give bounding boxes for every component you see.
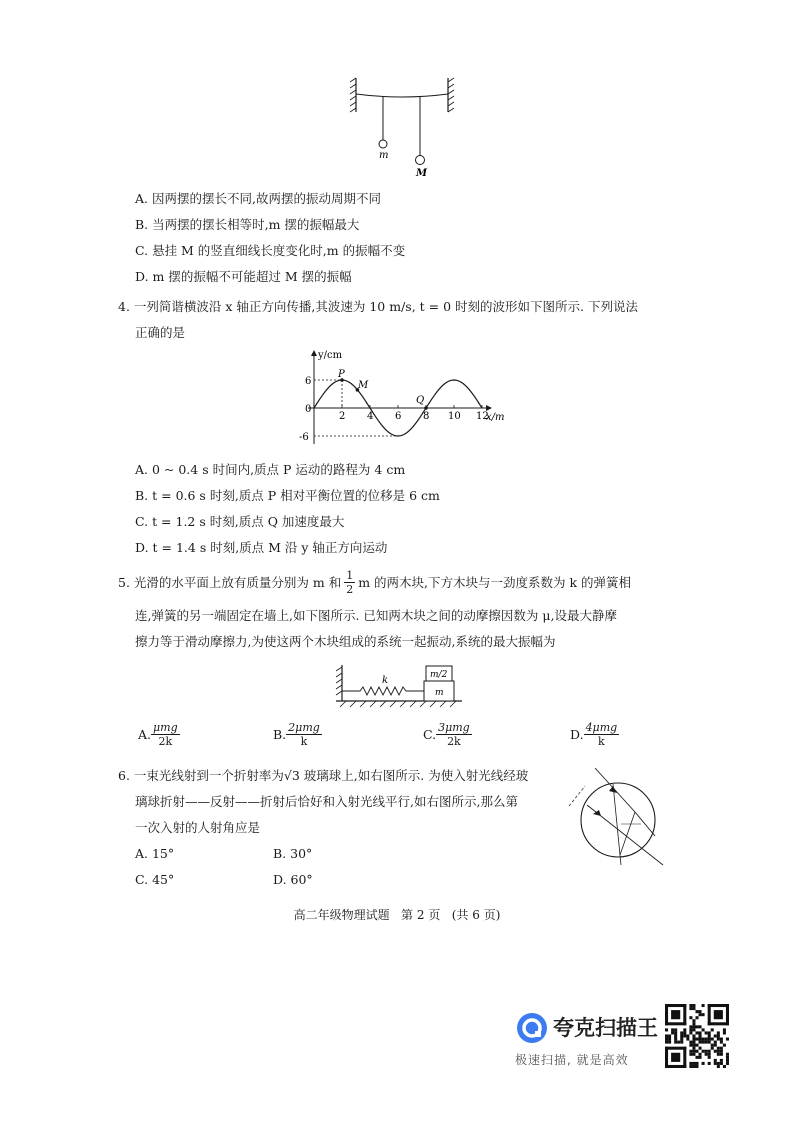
q5-stem-part-a: 5. 光滑的水平面上放有质量分别为 m 和 — [118, 575, 342, 590]
q5-option-a-fraction — [151, 722, 180, 747]
x-tick-label: 8 — [423, 411, 430, 422]
x-axis-label: x/m — [486, 412, 505, 423]
x-tick-label: 10 — [448, 411, 461, 422]
glass-sphere-figure — [563, 760, 673, 870]
q5-option-d — [570, 722, 619, 747]
q5-option-b-num: 2μmg — [288, 721, 320, 734]
q5-option-d-letter: D. — [570, 727, 584, 742]
q3-option-d: D. m 摆的振幅不可能超过 M 摆的振幅 — [135, 269, 352, 284]
pendulum-label-M: M — [416, 168, 428, 179]
top-block-label: m/2 — [430, 670, 448, 680]
q5-option-b-fraction — [286, 722, 322, 747]
q5-option-c-num: 3μmg — [438, 721, 470, 734]
q5-option-c-den: 2k — [447, 735, 461, 748]
q5-option-a — [138, 722, 180, 747]
q5-stem-line2: 连,弹簧的另一端固定在墙上,如下图所示. 已知两木块之间的动摩擦因数为 μ,设最大静摩 — [135, 608, 617, 623]
point-label-M: M — [358, 380, 369, 391]
q3-option-b: B. 当两摆的摆长相等时,m 摆的振幅最大 — [135, 217, 360, 232]
q5-stem-part-b: m 的两木块,下方木块与一劲度系数为 k 的弹簧相 — [358, 575, 632, 590]
x-tick-label: 6 — [395, 411, 402, 422]
q4-option-d: D. t = 1.4 s 时刻,质点 M 沿 y 轴正方向运动 — [135, 540, 388, 555]
q6-option-c: C. 45° — [135, 872, 175, 887]
q4-option-a: A. 0 ~ 0.4 s 时间内,质点 P 运动的路程为 4 cm — [135, 462, 406, 477]
q5-option-c-letter: C. — [423, 727, 437, 742]
q4-option-b: B. t = 0.6 s 时刻,质点 P 相对平衡位置的位移是 6 cm — [135, 488, 440, 503]
q5-option-c-fraction — [436, 722, 472, 747]
q5-stem-line1 — [118, 567, 631, 597]
q5-option-b — [273, 722, 322, 747]
q4-stem-line2: 正确的是 — [135, 325, 186, 340]
pendulum-label-m: m — [379, 150, 389, 161]
q5-stem-line3: 擦力等于滑动摩擦力,为使这两个木块组成的系统一起振动,系统的最大振幅为 — [135, 634, 556, 649]
q6-stem-line3: 一次入射的人射角应是 — [135, 820, 261, 835]
y-tick-6: 6 — [305, 376, 312, 387]
y-tick-neg6: -6 — [299, 432, 309, 443]
q6-stem-line1: 6. 一束光线射到一个折射率为√3 玻璃球上,如右图所示. 为使入射光线经玻 — [118, 768, 529, 783]
q3-option-a: A. 因两摆的摆长不同,故两摆的振动周期不同 — [135, 191, 381, 206]
q6-stem-line2: 璃球折射——反射——折射后恰好和入射光线平行,如右图所示,那么第 — [135, 794, 518, 809]
y-tick-0: 0 — [305, 404, 312, 415]
q5-option-b-den: k — [300, 735, 308, 748]
point-Q — [424, 406, 428, 410]
point-label-P: P — [338, 369, 345, 380]
q4-option-c: C. t = 1.2 s 时刻,质点 Q 加速度最大 — [135, 514, 345, 529]
pendulum-figure — [340, 74, 470, 180]
q5-option-a-letter: A. — [138, 727, 152, 742]
q5-option-a-num: μmg — [153, 721, 178, 734]
q6-option-d: D. 60° — [273, 872, 313, 887]
x-tick-label: 2 — [339, 411, 346, 422]
watermark-subtitle: 极速扫描, 就是高效 — [515, 1053, 629, 1067]
half-numerator: 1 — [346, 568, 354, 582]
wave-graph — [294, 348, 512, 448]
q5-option-d-den: k — [598, 735, 605, 748]
scanner-logo-icon — [515, 1011, 549, 1045]
bottom-block-label: m — [435, 688, 444, 698]
qr-code-icon — [665, 1004, 729, 1068]
q5-option-b-letter: B. — [273, 727, 287, 742]
spring-block-figure — [334, 661, 474, 713]
x-tick-label: 12 — [476, 411, 489, 422]
q5-option-a-den: 2k — [158, 735, 173, 748]
spring-label-k: k — [382, 675, 389, 686]
q4-stem-line1: 4. 一列简谐横波沿 x 轴正方向传播,其波速为 10 m/s, t = 0 时刻的波形如下图所示. 下列说法 — [118, 299, 638, 314]
half-fraction — [344, 570, 355, 595]
watermark-title: 夸克扫描王 — [553, 1016, 658, 1040]
q3-option-c: C. 悬挂 M 的竖直细线长度变化时,m 的振幅不变 — [135, 243, 406, 258]
q5-option-c — [423, 722, 472, 747]
point-label-Q: Q — [416, 395, 425, 406]
q5-option-d-num: 4μmg — [585, 721, 618, 734]
q6-option-a: A. 15° — [135, 846, 175, 861]
page-footer: 高二年级物理试题 第 2 页 (共 6 页) — [293, 908, 501, 922]
q6-option-b: B. 30° — [273, 846, 313, 861]
half-denominator: 2 — [346, 582, 354, 596]
x-tick-label: 4 — [367, 411, 374, 422]
y-axis-label: y/cm — [318, 350, 343, 361]
q5-option-d-fraction — [584, 722, 620, 747]
